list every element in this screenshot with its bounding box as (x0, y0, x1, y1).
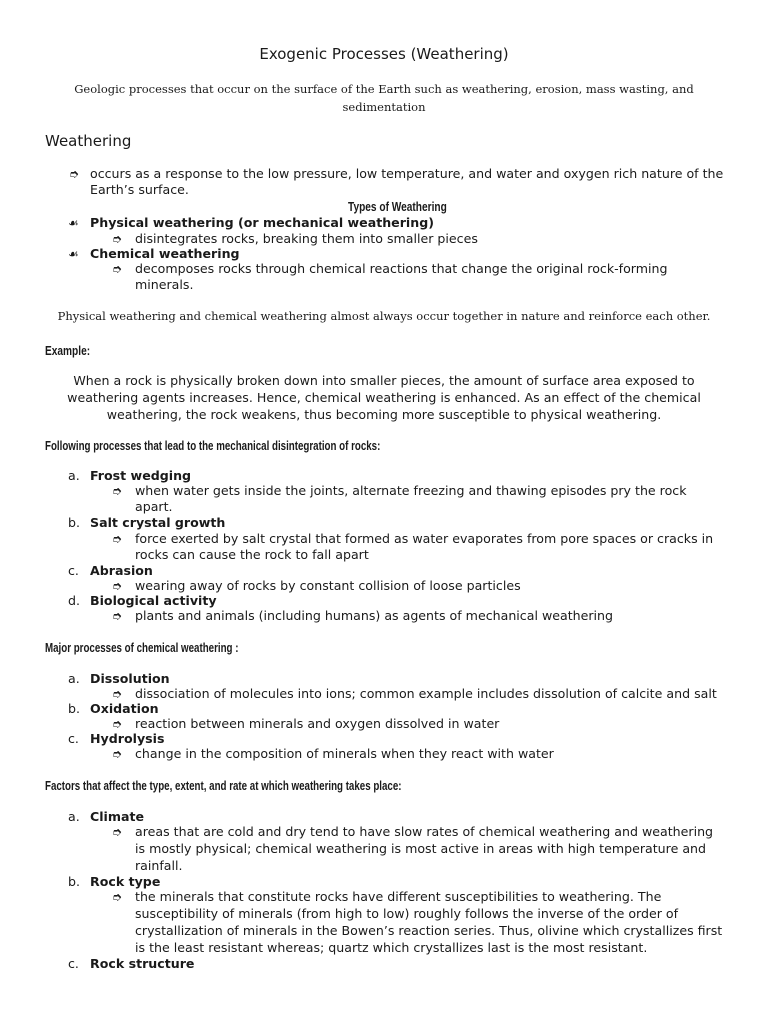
pointer-bullet-icon: ☙ (68, 247, 79, 261)
oxidation-label: Oxidation (90, 701, 159, 716)
chemical-weathering-desc-2: minerals. (135, 277, 194, 292)
example-text: When a rock is physically broken down into smaller pieces, the amount of surface area exposed to weathering agents increases. Hence, chemical weathering is enhanced. As an effect of the chemical weathering, the rock weakens, thus becoming more susceptible to physical weathering. (67, 373, 701, 422)
weathering-bullet-line-2: Earth’s surface. (90, 182, 189, 197)
list-letter: a. (68, 468, 80, 483)
list-item-desc: is the least resistant whereas; quartz which crystallizes last is the most resistant. (135, 940, 648, 955)
types-heading: Types of Weathering (348, 199, 447, 214)
chemical-weathering-desc-1: decomposes rocks through chemical reactions that change the original rock-forming (135, 261, 668, 276)
list-item-desc: reaction between minerals and oxygen dissolved in water (135, 716, 500, 731)
loop-bullet-icon: ➮ (112, 232, 123, 246)
factors-heading: Factors that affect the type, extent, and rate at which weathering takes place: (45, 779, 402, 793)
hydrolysis-label: Hydrolysis (90, 731, 165, 746)
list-letter: a. (68, 671, 80, 686)
loop-bullet-icon: ➮ (112, 484, 123, 498)
weathering-bullet-line-1: occurs as a response to the low pressure, low temperature, and water and oxygen rich nature of the (90, 166, 724, 181)
list-letter: c. (68, 563, 79, 578)
loop-bullet-icon: ➮ (112, 717, 123, 731)
list-item-desc: is mostly physical; chemical weathering is most active in areas with high temperature and (135, 841, 707, 856)
list-item-desc: rocks can cause the rock to fall apart (135, 547, 369, 562)
weathering-heading: Weathering (45, 132, 132, 150)
list-item-desc: dissociation of molecules into ions; common example includes dissolution of calcite and salt (135, 686, 717, 701)
abrasion-label: Abrasion (90, 563, 153, 578)
list-item-desc: areas that are cold and dry tend to have slow rates of chemical weathering and weathering (135, 824, 714, 839)
dissolution-label: Dissolution (90, 671, 170, 686)
loop-bullet-icon: ➮ (112, 532, 123, 546)
rock-structure-label: Rock structure (90, 956, 195, 971)
loop-bullet-icon: ➮ (69, 167, 80, 181)
list-letter: b. (68, 515, 80, 530)
pointer-bullet-icon: ☙ (68, 216, 79, 230)
list-item-desc: crystallization of minerals in the Bowen’s reaction series. Thus, olivine which crystallizes first (135, 923, 723, 938)
loop-bullet-icon: ➮ (112, 579, 123, 593)
list-item-desc: susceptibility of minerals (from high to low) roughly follows the inverse of the order of (135, 906, 679, 921)
loop-bullet-icon: ➮ (112, 890, 123, 904)
loop-bullet-icon: ➮ (112, 687, 123, 701)
frost-wedging-label: Frost wedging (90, 468, 192, 483)
list-letter: c. (68, 731, 79, 746)
list-item-desc: change in the composition of minerals when they react with water (135, 746, 554, 761)
list-letter: b. (68, 701, 80, 716)
loop-bullet-icon: ➮ (112, 825, 123, 839)
list-item-desc: rainfall. (135, 858, 183, 873)
list-item-desc: plants and animals (including humans) as agents of mechanical weathering (135, 608, 614, 623)
list-letter: c. (68, 956, 79, 971)
example-heading: Example: (45, 343, 91, 358)
biological-activity-label: Biological activity (90, 593, 217, 608)
rock-type-label: Rock type (90, 874, 161, 889)
list-item-desc: the minerals that constitute rocks have different susceptibilities to weathering. The (135, 889, 662, 904)
intro-text: Geologic processes that occur on the surface of the Earth such as weathering, erosion, mass wasting, and sedimentation (74, 82, 694, 114)
list-item-desc: force exerted by salt crystal that formed as water evaporates from pore spaces or cracks in (135, 531, 714, 546)
together-note: Physical weathering and chemical weathering almost always occur together in nature and reinforce each other. (57, 309, 711, 323)
loop-bullet-icon: ➮ (112, 747, 123, 761)
mech-heading: Following processes that lead to the mechanical disintegration of rocks: (45, 439, 381, 453)
page-title: Exogenic Processes (Weathering) (259, 45, 509, 63)
loop-bullet-icon: ➮ (112, 609, 123, 623)
salt-crystal-growth-label: Salt crystal growth (90, 515, 226, 530)
chemical-weathering-label: Chemical weathering (90, 246, 240, 261)
list-letter: d. (68, 593, 80, 608)
list-item-desc: when water gets inside the joints, alternate freezing and thawing episodes pry the rock (135, 483, 687, 498)
chem-heading: Major processes of chemical weathering : (45, 641, 239, 655)
list-item-desc: apart. (135, 499, 173, 514)
list-item-desc: wearing away of rocks by constant collision of loose particles (135, 578, 521, 593)
physical-weathering-desc: disintegrates rocks, breaking them into smaller pieces (135, 231, 478, 246)
loop-bullet-icon: ➮ (112, 262, 123, 276)
list-letter: b. (68, 874, 80, 889)
list-letter: a. (68, 809, 80, 824)
physical-weathering-label: Physical weathering (or mechanical weathering) (90, 215, 434, 230)
climate-label: Climate (90, 809, 145, 824)
